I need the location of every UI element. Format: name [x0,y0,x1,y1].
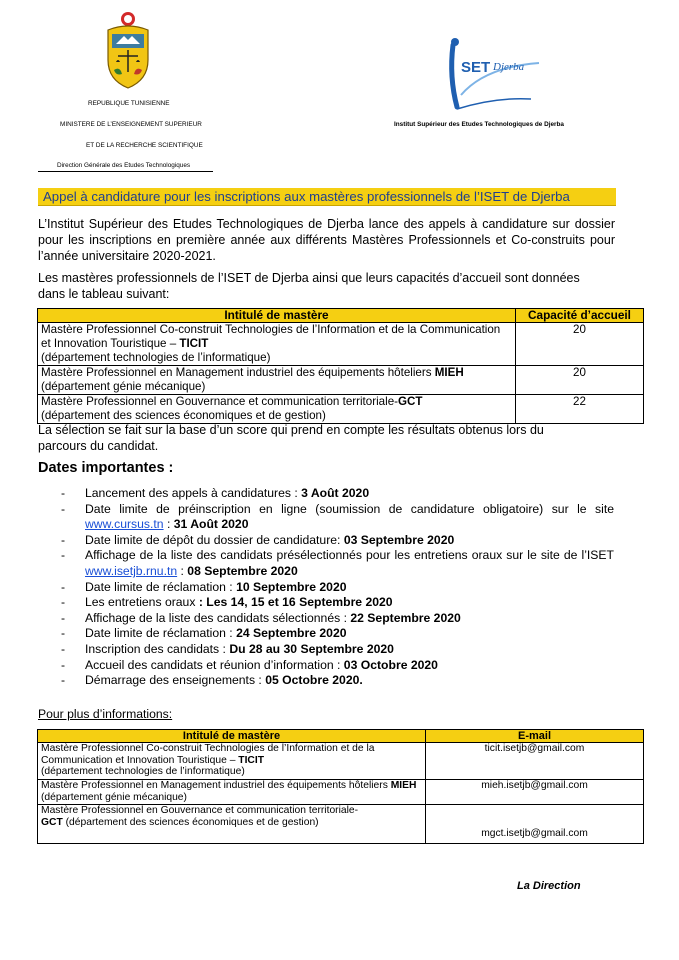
row-code: TICIT [238,754,265,766]
institute-name: Institut Supérieur des Etudes Technologiques de Djerba [394,121,564,128]
dates-list [61,486,614,689]
list-item [61,595,614,611]
list-item [61,580,614,596]
list-item [61,486,614,502]
row-title-text: Mastère Professionnel en Management industriel des équipements hôteliers [41,780,391,791]
table1-header-capacity: Capacité d’accueil [516,309,644,323]
isetjb-link[interactable]: www.isetjb.rnu.tn [85,563,178,578]
ministry-line1: MINISTERE DE L’ENSEIGNEMENT SUPERIEUR [60,121,202,128]
row-email: mieh.isetjb@gmail.com [426,780,644,805]
row-department: (département des sciences économiques et de gestion) [41,409,326,422]
signature: La Direction [517,880,581,892]
row-code: MIEH [434,366,464,379]
intro-paragraph: L’Institut Supérieur des Etudes Technologiques de Djerba lance des appels à candidature sur dossier pour les inscriptions en première année aux différents Mastères Professionnels et Co-construits pour l’année universitaire 2020-2021. [38,217,615,263]
date-value: : Les 14, 15 et 16 Septembre 2020 [198,595,393,610]
list-item [61,533,614,549]
date-label: Date limite de préinscription en ligne (soumission de candidature obligatoire) sur le site [85,501,614,516]
date-label: Inscription des candidats : [85,641,230,656]
logo-djerba-text: Djerba [493,61,525,73]
date-label: Affichage de la liste des candidats sélectionnés : [85,610,351,625]
date-value: 31 Août 2020 [173,517,249,532]
date-value: 03 Septembre 2020 [343,532,455,547]
table-row [38,780,644,805]
row-department: (département technologies de l’informatique) [41,351,271,364]
date-label: Date limite de réclamation : [85,626,237,641]
capacity-table-wrap [37,308,644,424]
date-value: 24 Septembre 2020 [236,626,347,641]
title-banner [38,188,616,206]
cursus-link[interactable]: www.cursus.tn [85,517,164,532]
date-label: Affichage de la liste des candidats présélectionnés pour les entretiens oraux sur le site de l’ISET [85,548,614,563]
date-sep: : [163,517,174,532]
logo-iset-text: SET [461,59,491,76]
list-item [61,642,614,658]
table-row [38,805,644,844]
row-title-text: Mastère Professionnel en Gouvernance et communication territoriale- [41,805,359,816]
table-row [38,743,644,780]
list-item [61,502,614,533]
selection-note: La sélection se fait sur la base d’un score qui prend en compte les résultats obtenus lors du parcours du candidat. [38,423,544,453]
row-department: (département génie mécanique) [41,791,187,803]
ministry-line2: ET DE LA RECHERCHE SCIENTIFIQUE [86,142,203,149]
row-department: (département des sciences économiques et de gestion) [62,816,319,828]
list-item [61,673,614,689]
date-value: 03 Octobre 2020 [343,657,438,672]
direction-underline [38,171,213,172]
date-label: Démarrage des enseignements : [85,673,266,688]
list-item [61,611,614,627]
row-code: MIEH [390,780,417,791]
row-title-text: Mastère Professionnel en Gouvernance et communication territoriale- [41,395,399,408]
direction-label: Direction Générale des Etudes Technologiques [57,162,191,169]
contact-table [37,729,644,844]
list-item [61,658,614,674]
row-code: TICIT [179,337,209,350]
date-value: 22 Septembre 2020 [350,610,461,625]
list-item [61,548,614,579]
date-label: Date limite de réclamation : [85,579,237,594]
date-value: 3 Août 2020 [301,486,370,500]
row-code: GCT [398,395,423,408]
table2-header-title: Intitulé de mastère [38,730,426,743]
row-capacity: 20 [516,323,644,366]
row-code: GCT [41,816,63,828]
dates-title: Dates importantes : [38,460,174,476]
date-label: Les entretiens oraux [85,595,199,610]
row-department: (département technologies de l’informatique) [41,766,245,778]
intro-paragraph-2: Les mastères professionnels de l’ISET de Djerba ainsi que leurs capacités d’accueil sont données dans le tableau suivant: [38,271,580,301]
table2-header-email: E-mail [426,730,644,743]
iset-djerba-logo [435,37,545,115]
date-label: Lancement des appels à candidatures : [85,486,302,500]
table-row [38,366,644,395]
date-value: 08 Septembre 2020 [187,563,298,578]
coat-of-arms-emblem [104,10,152,90]
row-capacity: 20 [516,366,644,395]
list-item [61,626,614,642]
row-capacity: 22 [516,395,644,424]
banner-title: Appel à candidature pour les inscriptions aux mastères professionnels de l’ISET de Djerba [43,189,570,204]
table-row [38,323,644,366]
republic-label: REPUBLIQUE TUNISIENNE [88,100,170,107]
more-info-label: Pour plus d’informations: [38,707,173,721]
date-label: Date limite de dépôt du dossier de candidature: [85,532,344,547]
capacity-table [37,308,644,424]
row-title-text: Mastère Professionnel en Management industriel des équipements hôteliers [41,366,435,379]
row-email: mgct.isetjb@gmail.com [426,805,644,844]
table1-header-title: Intitulé de mastère [38,309,516,323]
row-email: ticit.isetjb@gmail.com [426,743,644,780]
date-label: Accueil des candidats et réunion d’information : [85,657,344,672]
date-value: Du 28 au 30 Septembre 2020 [229,641,394,656]
contact-table-wrap [37,729,644,844]
row-title-text: Mastère Professionnel Co-construit Technologies de l’Information et de la Communication et Innovation Touristique – [41,743,375,766]
date-value: 10 Septembre 2020 [236,579,347,594]
table-row [38,395,644,424]
date-value: 05 Octobre 2020. [265,673,363,688]
row-title-text: Mastère Professionnel Co-construit Technologies de l’Information et de la Communication et Innovation Touristique – [41,323,501,350]
date-sep: : [177,563,188,578]
row-department: (département génie mécanique) [41,380,206,393]
